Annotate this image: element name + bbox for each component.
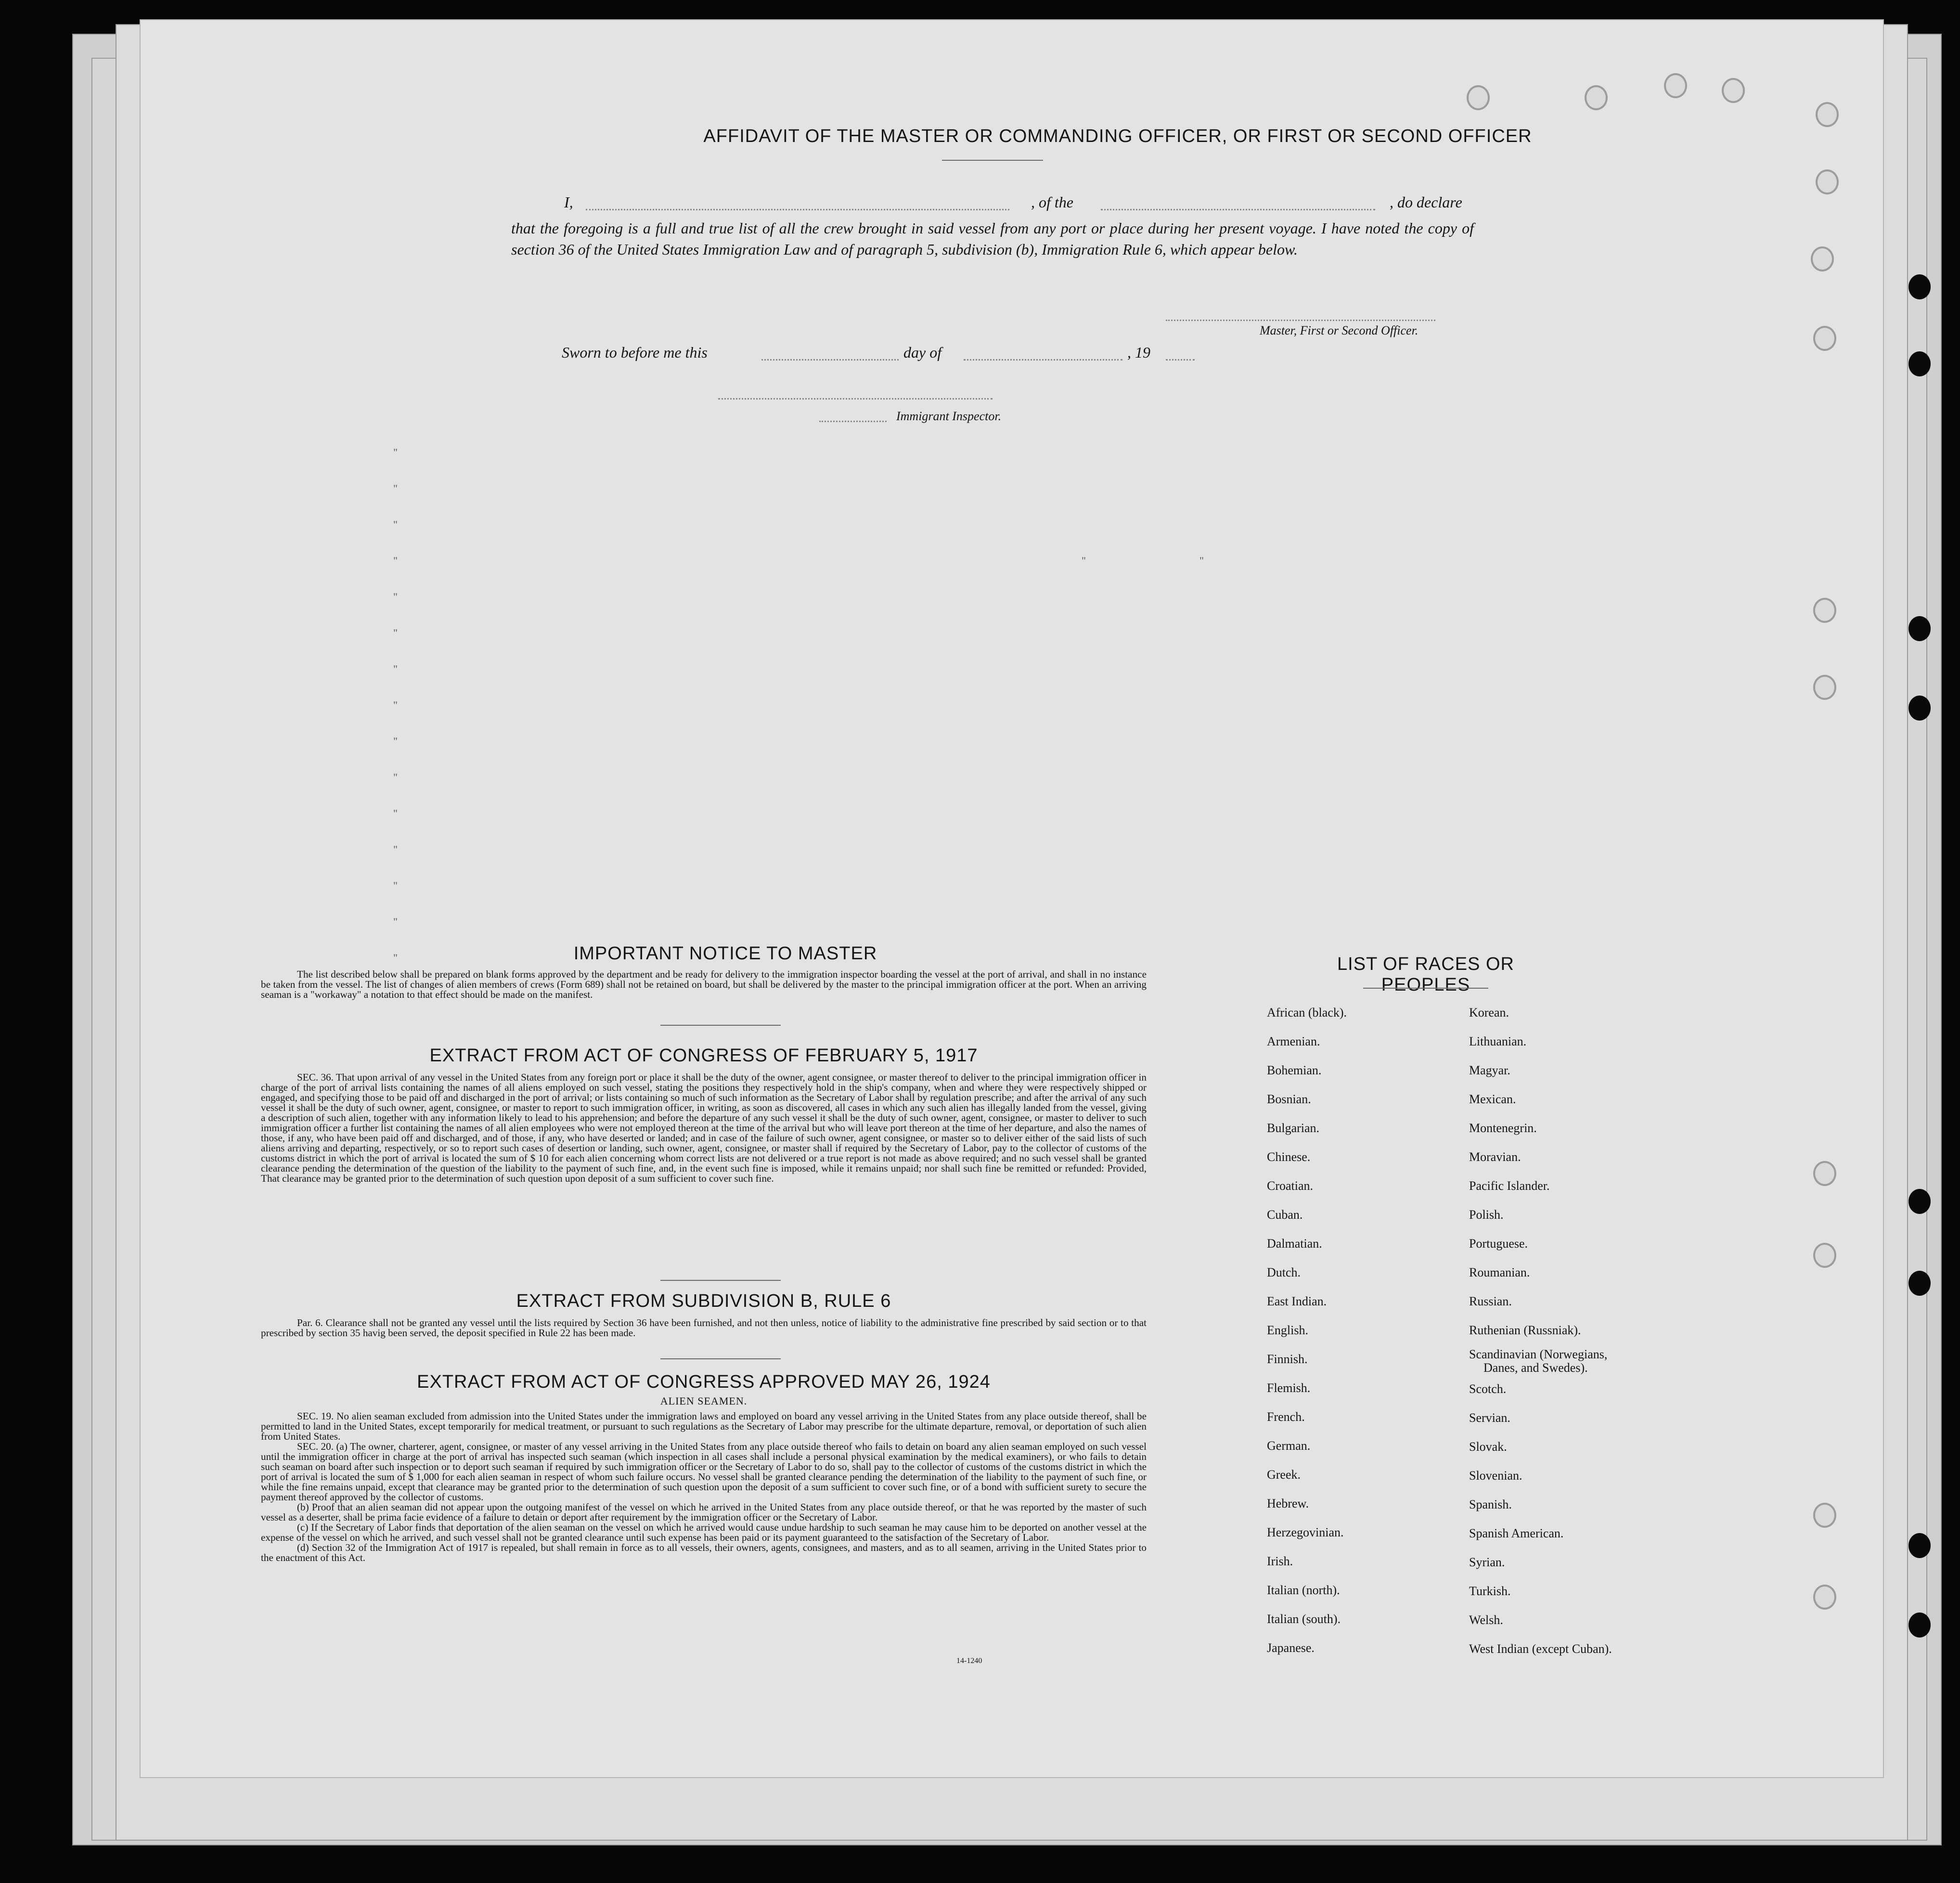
races-title: LIST OF RACES OR PEOPLES [1337, 954, 1514, 995]
race-left-item: Herzegovinian. [1267, 1525, 1344, 1539]
race-right-item: Roumanian. [1469, 1265, 1530, 1279]
race-left-item: Dalmatian. [1267, 1237, 1322, 1251]
ditto-mark: " [393, 916, 398, 928]
race-left-item: Finnish. [1267, 1352, 1308, 1366]
punch-ring [1813, 326, 1836, 351]
sec-20a-paragraph: SEC. 20. (a) The owner, charterer, agent, consignee, or master of any vessel arriving in the United States from any place outside thereof who fails to detain on board any alien seaman employed on such vessel until the immigration officer in charge at the port of arrival has inspected such seaman (which inspection in all cases shall include a personal physical examination by the medical examiners), or who fails to detain such seaman on board after such inspection or to deport such seaman if required by such immigration officer or the Secretary of Labor to do so, shall pay to the collector of customs of the customs district in which the port of arrival is located the sum of $ 1,000 for each alien seaman in respect of whom such failure occurs. No vessel shall be granted clearance pending the determination of the liability to the payment of such fine, or while the fine remains unpaid, except that clearance may be granted prior to the determination of such question upon the deposit of a sum sufficient to cover such fine, or of a bond with sufficient surety to secure the payment thereof approved by the collector of customs. [261, 1441, 1147, 1503]
race-right-item: Montenegrin. [1469, 1121, 1537, 1135]
punch-ring [1813, 1585, 1836, 1610]
race-left-item: Hebrew. [1267, 1496, 1309, 1510]
punch-ring [1811, 246, 1834, 271]
notice-text [261, 969, 1147, 1000]
race-right-item: Moravian. [1469, 1150, 1521, 1164]
punch-ring [1813, 1161, 1836, 1186]
day-field[interactable] [761, 359, 899, 361]
race-right-item: Turkish. [1469, 1584, 1511, 1598]
year-field[interactable] [1166, 359, 1195, 361]
form-number: 14-1240 [956, 1657, 982, 1665]
race-left-item: Flemish. [1267, 1381, 1311, 1395]
punch-ring [1816, 102, 1839, 127]
race-right-item: Slovak. [1469, 1440, 1507, 1454]
name-field[interactable] [586, 209, 1009, 210]
race-right-item: Scandinavian (Norwegians, [1469, 1347, 1608, 1361]
binder-hole [1908, 616, 1931, 641]
binder-hole [1908, 696, 1931, 721]
race-right-item: Syrian. [1469, 1555, 1505, 1569]
binder-hole [1908, 274, 1931, 299]
inspector-signature-field[interactable] [718, 398, 993, 400]
race-left-item: English. [1267, 1323, 1308, 1337]
race-left-item: Cuban. [1267, 1208, 1303, 1222]
race-left-item: Bulgarian. [1267, 1121, 1320, 1135]
ditto-mark: " [1082, 555, 1086, 567]
punch-ring [1585, 85, 1608, 110]
race-left-item: East Indian. [1267, 1294, 1327, 1308]
ditto-mark: " [393, 446, 398, 458]
signature-label: Master, First or Second Officer. [1260, 323, 1418, 337]
race-right-item: Portuguese. [1469, 1237, 1528, 1251]
notice-paragraph: The list described below shall be prepared on blank forms approved by the department and be ready for delivery to the immigration inspector boarding the vessel at the port of arrival, and shall in no instance be taken from the vessel. The list of changes of alien members of crews (Form 689) shall not be retained on board, but shall be delivered by the master to the principal immigration officer at the port. When an arriving seaman is a "workaway" a notation to that effect should be made on the manifest. [261, 968, 1147, 1000]
race-right-item: Lithuanian. [1469, 1034, 1527, 1048]
punch-ring [1813, 1503, 1836, 1528]
extract-rule6-title: EXTRACT FROM SUBDIVISION B, RULE 6 [516, 1291, 891, 1311]
affidavit-i: I, [564, 193, 573, 211]
race-left-item: Italian (north). [1267, 1583, 1340, 1597]
race-left-item: Croatian. [1267, 1179, 1314, 1193]
extract-1924-text [261, 1411, 1147, 1563]
race-left-item: African (black). [1267, 1006, 1347, 1019]
race-right-item: Scotch. [1469, 1382, 1507, 1396]
ditto-mark: " [393, 843, 398, 855]
binder-hole [1908, 351, 1931, 376]
race-left-item: Bosnian. [1267, 1092, 1311, 1106]
race-right-item: Servian. [1469, 1411, 1510, 1425]
race-left-item: Japanese. [1267, 1641, 1315, 1655]
punch-ring [1813, 675, 1836, 700]
ditto-mark: " [393, 699, 398, 711]
race-left-item: French. [1267, 1410, 1305, 1424]
race-right-item: Magyar. [1469, 1063, 1510, 1077]
race-right-item: Spanish. [1469, 1497, 1512, 1511]
punch-ring [1816, 169, 1839, 194]
inspector-dots [819, 421, 887, 422]
sec-20c-paragraph: (c) If the Secretary of Labor finds that deportation of the alien seaman on the vessel on which he arrived would cause undue hardship to such seaman he may cause him to be deported on another vessel at the expense of the vessel on which he arrived, and such vessel shall not be granted clearance until such expense has been paid or its payment guaranteed to the satisfaction of the Secretary of Labor. [261, 1522, 1147, 1543]
punch-ring [1467, 85, 1490, 110]
binder-hole [1908, 1271, 1931, 1296]
race-left-item: German. [1267, 1439, 1311, 1453]
day-of: day of [903, 344, 942, 361]
punch-ring [1722, 78, 1745, 103]
race-right-item: Pacific Islander. [1469, 1179, 1550, 1193]
divider [660, 1025, 781, 1026]
race-right-item: Slovenian. [1469, 1469, 1522, 1483]
affidavit-paragraph: that the foregoing is a full and true list of all the crew brought in said vessel from any port or place during her present voyage. I have noted the copy of section 36 of the United States Immigration Law and of paragraph 5, subdivision (b), Immigration Rule 6, which appear below. [511, 219, 1474, 258]
ditto-mark: " [1199, 555, 1204, 567]
extract-1917-title: EXTRACT FROM ACT OF CONGRESS OF FEBRUARY 5, 1917 [429, 1045, 978, 1066]
ditto-mark: " [393, 627, 398, 639]
sworn-to: Sworn to before me this [562, 344, 708, 361]
month-field[interactable] [964, 359, 1122, 361]
ditto-mark: " [393, 807, 398, 819]
binder-hole [1908, 1612, 1931, 1638]
extract-rule6-text [261, 1318, 1147, 1338]
rule6-paragraph: Par. 6. Clearance shall not be granted any vessel until the lists required by Section 36 have been furnished, and not then unless, notice of liability to the administrative fine prescribed by said section or to that prescribed by section 35 havig been served, the deposit specified in Rule 22 has been made. [261, 1317, 1147, 1339]
ditto-mark: " [393, 952, 398, 964]
race-right-item: Mexican. [1469, 1092, 1516, 1106]
year-prefix: , 19 [1127, 344, 1150, 361]
race-left-item: Chinese. [1267, 1150, 1311, 1164]
sec-19-paragraph: SEC. 19. No alien seaman excluded from admission into the United States under the immigration laws and employed on board any vessel arriving in the United States from any place outside thereof, shall be permitted to land in the United States, except temporarily for medical treatment, or pursuant to such regulations as the Secretary of Labor may prescribe for the ultimate departure, removal, or deportation of such alien from United States. [261, 1410, 1147, 1442]
race-right-item: Welsh. [1469, 1613, 1503, 1627]
race-right-item: Ruthenian (Russniak). [1469, 1323, 1581, 1337]
race-left-item: Bohemian. [1267, 1063, 1322, 1077]
ditto-mark: " [393, 735, 398, 747]
race-left-item: Greek. [1267, 1468, 1301, 1482]
extract-1924-subtitle: ALIEN SEAMEN. [660, 1395, 748, 1407]
race-right-item: Spanish American. [1469, 1526, 1564, 1540]
race-right-item: Polish. [1469, 1208, 1504, 1222]
affidavit-do-declare: , do declare [1390, 193, 1462, 211]
inspector-label: Immigrant Inspector. [896, 409, 1002, 423]
ditto-mark: " [393, 591, 398, 603]
race-left-item: Armenian. [1267, 1034, 1320, 1048]
sec-20d-paragraph: (d) Section 32 of the Immigration Act of 1917 is repealed, but shall remain in force as to all vessels, their owners, agents, consignees, and masters, and as to all seamen, arriving in the United States prior to the enactment of this Act. [261, 1542, 1147, 1563]
punch-ring [1813, 1243, 1836, 1268]
race-right-item: Danes, and Swedes). [1483, 1361, 1588, 1375]
divider [942, 160, 1043, 161]
race-right-item: Russian. [1469, 1294, 1512, 1308]
ditto-mark: " [393, 518, 398, 530]
form-page [140, 19, 1884, 1778]
punch-ring [1664, 73, 1687, 98]
extract-1924-title: EXTRACT FROM ACT OF CONGRESS APPROVED MAY 26, 1924 [417, 1372, 991, 1392]
race-left-item: Italian (south). [1267, 1612, 1341, 1626]
binder-hole [1908, 1533, 1931, 1558]
affidavit-title: AFFIDAVIT OF THE MASTER OR COMMANDING OFFICER, OR FIRST OR SECOND OFFICER [703, 126, 1532, 146]
sec-20b-paragraph: (b) Proof that an alien seaman did not appear upon the outgoing manifest of the vessel on which he arrived in the United States from any place outside thereof, or that he was reported by the master of such vessel as a deserter, shall be prima facie evidence of a failure to detain or deport after requirement by the immigration officer or the Secretary of Labor. [261, 1501, 1147, 1523]
affidavit-of-the: , of the [1031, 193, 1073, 211]
ditto-mark: " [393, 482, 398, 494]
divider [1363, 988, 1488, 989]
punch-ring [1813, 598, 1836, 623]
vessel-field[interactable] [1101, 209, 1375, 210]
section-36-paragraph: SEC. 36. That upon arrival of any vessel in the United States from any foreign port or place it shall be the duty of the owner, agent consignee, or master thereof to deliver to the principal immigration officer in charge of the port of arrival lists containing the names of all aliens employed on such vessel, stating the positions they respectively hold in the ship's company, when and where they were respectively shipped or engaged, and specifying those to be paid off and discharged in the port of arrival; or lists containing so much of such information as the Secretary of Labor shall by regulation prescribe; and after the arrival of any such vessel it shall be the duty of such owner, agent, consignee, or master to report to such immigration officer, in writing, as soon as discovered, all cases in which any such alien has illegally landed from the vessel, giving a description of such alien, together with any information likely to lead to his apprehension; and before the departure of any such vessel it shall be the duty of such owner, agent, consignee, or master to deliver to such immigration officer a further list containing the names of all alien employees who were not employed thereon at the time of the arrival but who will leave port thereon at the time of her departure, and also the names of those, if any, who have been paid off and discharged, and of those, if any, who have deserted or landed; and in case of the failure of such owner, agent consignee, or master so to deliver either of the said lists of such aliens arriving and departing, respectively, or so to report such cases of desertion or landing, such owner, agent, consignee, or master shall if required by the Secretary of Labor, pay to the collector of customs of the customs district in which the port of arrival is located the sum of $ 10 for each alien concerning whom correct lists are not delivered or a true report is not made as above required; and no such vessel shall be granted clearance pending the determination of the question of the liability to the payment of such fine, and, in the event such fine is imposed, while it remains unpaid; nor shall such fine be remitted or refunded: Provided, That clearance may be granted prior to the determination of such question upon deposit of a sum sufficient to cover such fine. [261, 1071, 1147, 1184]
ditto-mark: " [393, 555, 398, 567]
ditto-mark: " [393, 663, 398, 675]
race-right-item: Korean. [1469, 1006, 1509, 1019]
race-left-item: Irish. [1267, 1554, 1293, 1568]
extract-1917-text [261, 1072, 1147, 1184]
ditto-mark: " [393, 879, 398, 891]
binder-hole [1908, 1189, 1931, 1214]
divider [660, 1280, 781, 1281]
divider [660, 1358, 781, 1359]
race-left-item: Dutch. [1267, 1265, 1301, 1279]
notice-title: IMPORTANT NOTICE TO MASTER [573, 943, 877, 964]
signature-field[interactable] [1166, 320, 1435, 321]
race-right-item: West Indian (except Cuban). [1469, 1642, 1612, 1656]
ditto-mark: " [393, 771, 398, 783]
